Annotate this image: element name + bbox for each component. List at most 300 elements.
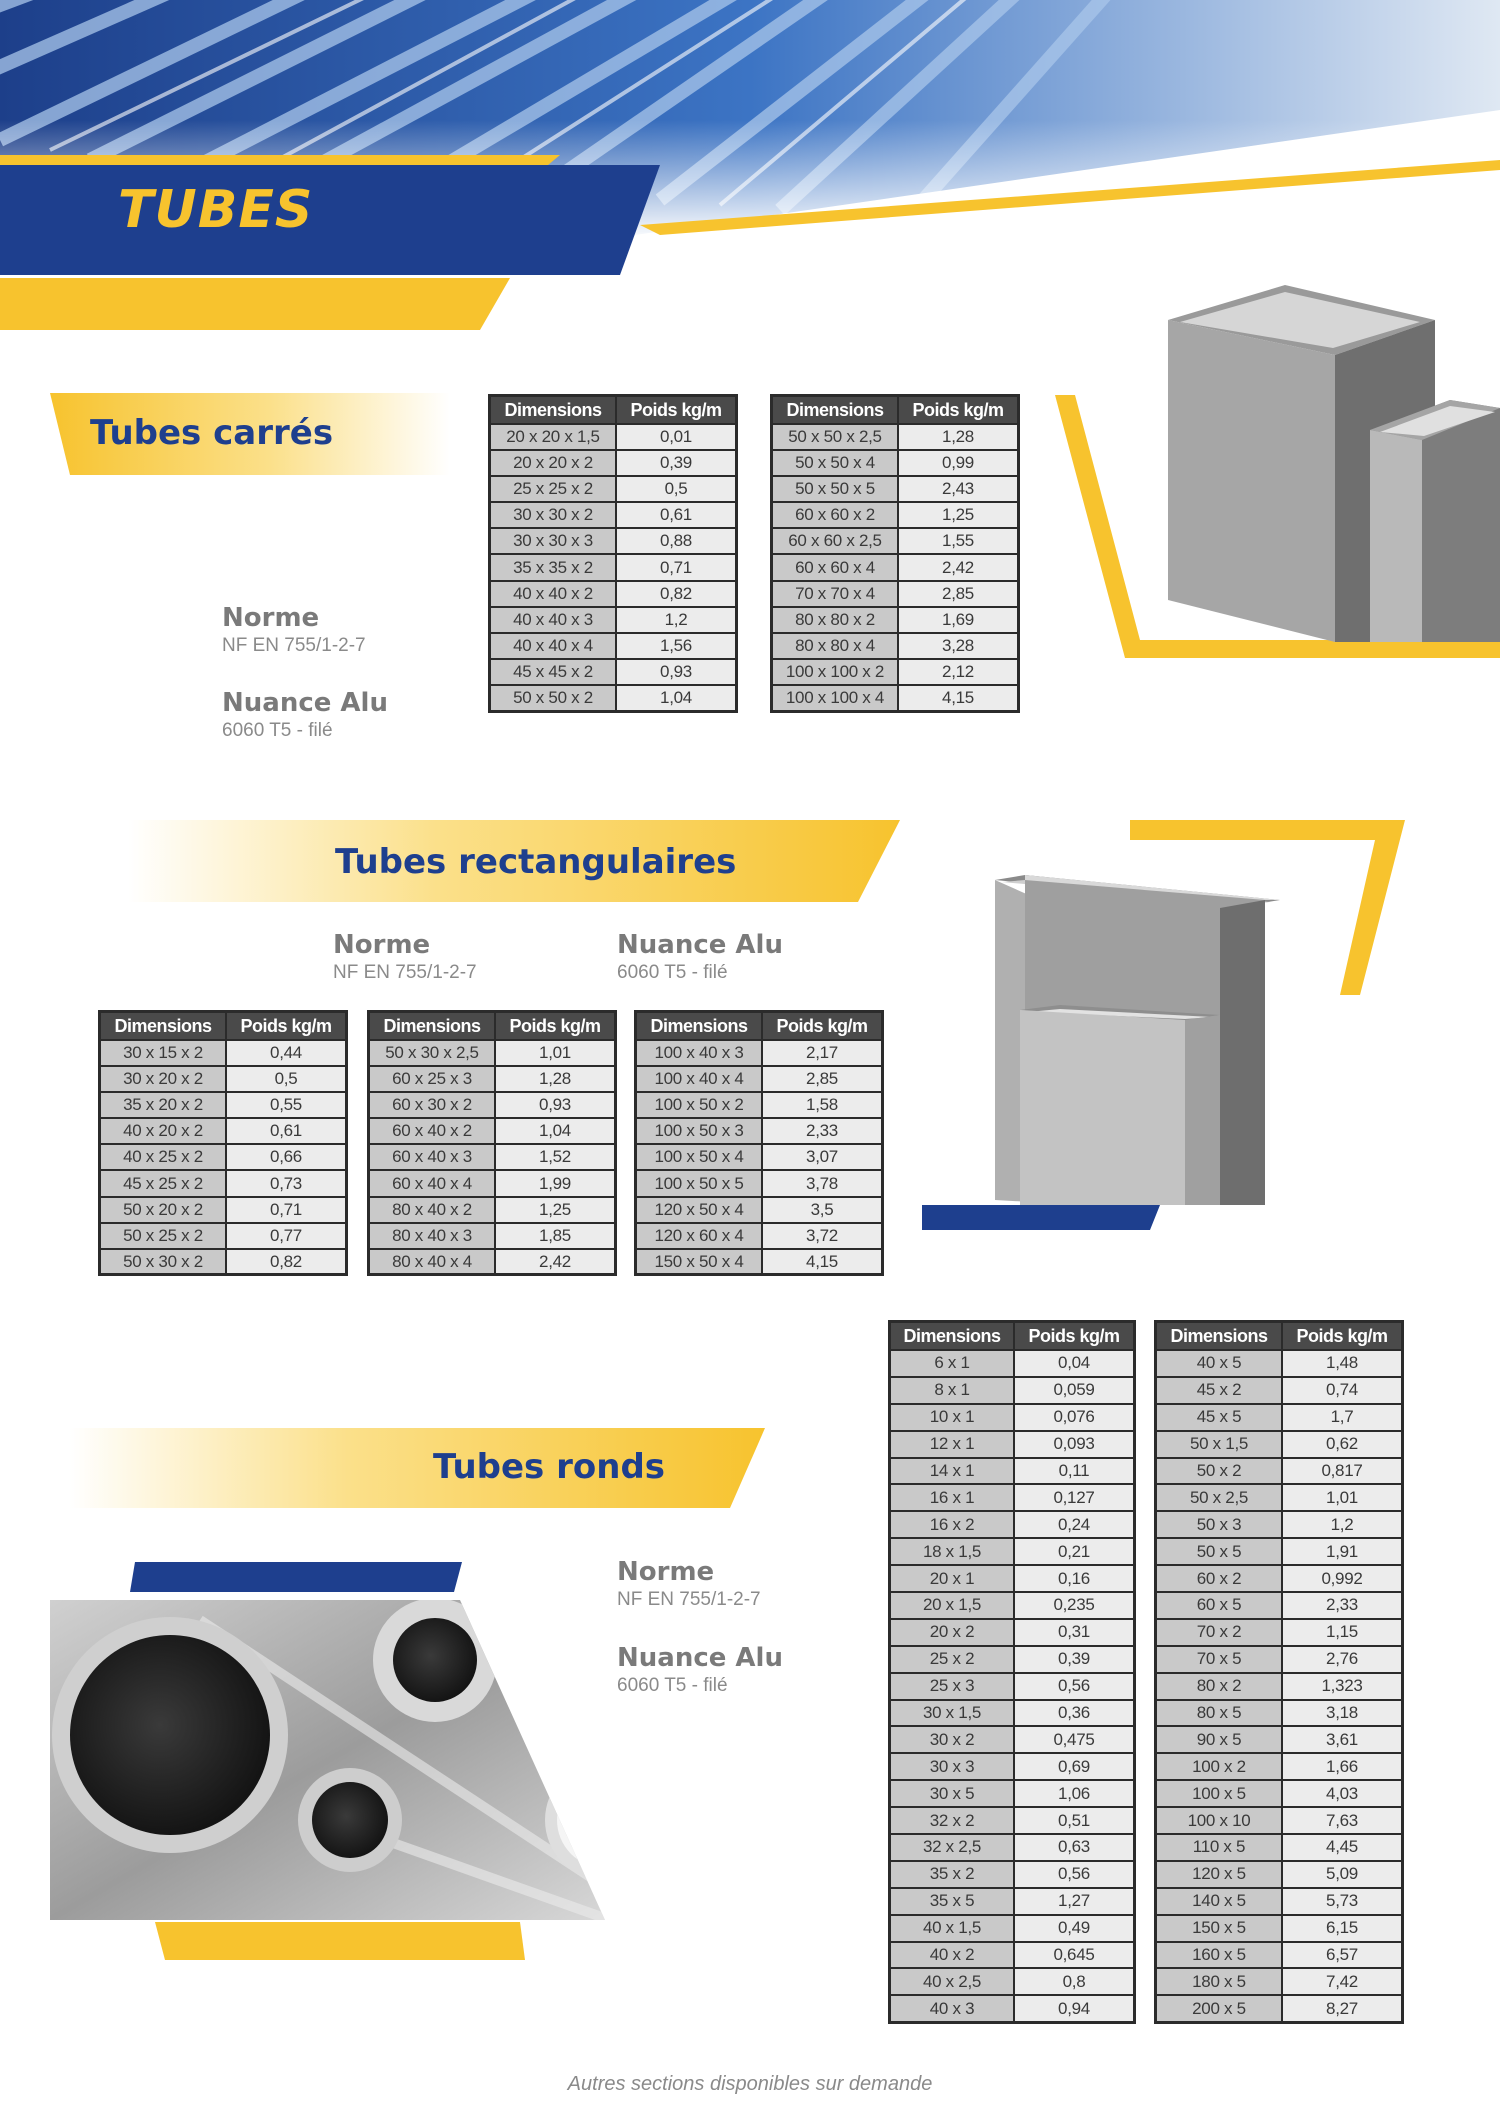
cell-weight: 0,99 [898,450,1019,476]
cell-weight: 0,74 [1282,1377,1403,1404]
cell-dimensions: 50 x 25 x 2 [100,1223,227,1249]
cell-weight: 0,61 [226,1118,347,1144]
col-header-dimensions: Dimensions [636,1012,763,1041]
cell-weight: 1,2 [1282,1511,1403,1538]
cell-dimensions: 40 x 2 [890,1942,1015,1969]
cell-weight: 0,39 [1014,1646,1135,1673]
table-row [772,633,1019,659]
cell-weight: 1,55 [898,528,1019,554]
table-row [490,581,737,607]
table-row [636,1170,883,1196]
cell-dimensions: 20 x 1 [890,1565,1015,1592]
table-row [100,1118,347,1144]
col-header-dimensions: Dimensions [490,396,617,425]
table-rect-1 [98,1010,348,1276]
cell-weight: 0,82 [616,581,737,607]
table-row [1156,1726,1403,1753]
table-row [1156,1888,1403,1915]
cell-weight: 0,5 [226,1066,347,1092]
table-row [890,1646,1135,1673]
cell-weight: 6,15 [1282,1915,1403,1942]
cell-dimensions: 60 x 40 x 4 [369,1170,496,1196]
table-row [772,659,1019,685]
cell-weight: 8,27 [1282,1995,1403,2022]
table-row [1156,1968,1403,1995]
cell-dimensions: 60 x 40 x 3 [369,1144,496,1170]
cell-dimensions: 20 x 2 [890,1619,1015,1646]
nuance-value-rect: 6060 T5 - filé [617,962,728,983]
col-header-weight: Poids kg/m [1014,1322,1135,1351]
table-row [1156,1834,1403,1861]
cell-weight: 1,04 [616,685,737,711]
table-row [890,1780,1135,1807]
cell-weight: 2,17 [762,1040,883,1066]
footnote: Autres sections disponibles sur demande [567,2073,933,2095]
table-row [636,1118,883,1144]
cell-dimensions: 18 x 1,5 [890,1538,1015,1565]
cell-weight: 0,21 [1014,1538,1135,1565]
table-row [490,424,737,450]
cell-weight: 1,06 [1014,1780,1135,1807]
table-row [890,1995,1135,2022]
cell-weight: 1,7 [1282,1404,1403,1431]
cell-dimensions: 25 x 2 [890,1646,1015,1673]
cell-dimensions: 150 x 5 [1156,1915,1283,1942]
cell-dimensions: 50 x 1,5 [1156,1431,1283,1458]
col-header-weight: Poids kg/m [1282,1322,1403,1351]
cell-dimensions: 12 x 1 [890,1431,1015,1458]
cell-dimensions: 30 x 2 [890,1726,1015,1753]
cell-weight: 1,01 [495,1040,616,1066]
cell-dimensions: 30 x 15 x 2 [100,1040,227,1066]
table-row [369,1223,616,1249]
cell-dimensions: 50 x 50 x 2 [490,685,617,711]
cell-dimensions: 30 x 20 x 2 [100,1066,227,1092]
cell-dimensions: 70 x 2 [1156,1619,1283,1646]
table-row [100,1249,347,1275]
table-row [890,1807,1135,1834]
cell-dimensions: 30 x 5 [890,1780,1015,1807]
table-row [890,1404,1135,1431]
cell-weight: 1,323 [1282,1673,1403,1700]
cell-weight: 0,235 [1014,1592,1135,1619]
cell-weight: 3,5 [762,1197,883,1223]
cell-weight: 0,36 [1014,1700,1135,1727]
table-row [490,502,737,528]
cell-weight: 0,127 [1014,1484,1135,1511]
cell-dimensions: 60 x 30 x 2 [369,1092,496,1118]
cell-dimensions: 45 x 45 x 2 [490,659,617,685]
cell-dimensions: 16 x 2 [890,1511,1015,1538]
cell-dimensions: 50 x 2 [1156,1458,1283,1485]
nuance-label-rect: Nuance Alu [617,930,783,960]
table-row [100,1092,347,1118]
table-row [1156,1700,1403,1727]
cell-weight: 3,28 [898,633,1019,659]
col-header-dimensions: Dimensions [1156,1322,1283,1351]
cell-dimensions: 100 x 40 x 3 [636,1040,763,1066]
table-row [1156,1646,1403,1673]
cell-dimensions: 50 x 3 [1156,1511,1283,1538]
table-row [772,528,1019,554]
cell-dimensions: 80 x 5 [1156,1700,1283,1727]
cell-dimensions: 32 x 2,5 [890,1834,1015,1861]
table-row [490,633,737,659]
cell-dimensions: 110 x 5 [1156,1834,1283,1861]
cell-weight: 5,73 [1282,1888,1403,1915]
cell-weight: 5,09 [1282,1861,1403,1888]
cell-weight: 0,11 [1014,1458,1135,1485]
table-row [890,1968,1135,1995]
cell-dimensions: 10 x 1 [890,1404,1015,1431]
nuance-value-ronds: 6060 T5 - filé [617,1675,728,1696]
cell-dimensions: 60 x 5 [1156,1592,1283,1619]
square-tube-image [1050,280,1500,680]
cell-weight: 0,61 [616,502,737,528]
cell-weight: 3,61 [1282,1726,1403,1753]
cell-dimensions: 140 x 5 [1156,1888,1283,1915]
table-row [1156,1861,1403,1888]
cell-dimensions: 70 x 70 x 4 [772,581,899,607]
table-row [1156,1377,1403,1404]
cell-dimensions: 30 x 1,5 [890,1700,1015,1727]
cell-weight: 1,48 [1282,1350,1403,1377]
table-row [636,1144,883,1170]
cell-weight: 2,85 [762,1066,883,1092]
cell-dimensions: 160 x 5 [1156,1942,1283,1969]
cell-dimensions: 50 x 50 x 2,5 [772,424,899,450]
table-row [1156,1565,1403,1592]
col-header-dimensions: Dimensions [100,1012,227,1041]
cell-dimensions: 200 x 5 [1156,1995,1283,2022]
table-row [772,476,1019,502]
cell-dimensions: 100 x 50 x 2 [636,1092,763,1118]
cell-weight: 0,66 [226,1144,347,1170]
table-row [890,1888,1135,1915]
cell-dimensions: 80 x 40 x 3 [369,1223,496,1249]
table-row [369,1197,616,1223]
table-row [490,476,737,502]
rect-tube-image [920,820,1410,1240]
cell-weight: 0,475 [1014,1726,1135,1753]
cell-weight: 0,992 [1282,1565,1403,1592]
table-row [1156,1807,1403,1834]
cell-dimensions: 80 x 40 x 2 [369,1197,496,1223]
cell-dimensions: 80 x 2 [1156,1673,1283,1700]
cell-weight: 0,24 [1014,1511,1135,1538]
cell-dimensions: 35 x 35 x 2 [490,554,617,580]
cell-weight: 0,71 [616,554,737,580]
cell-dimensions: 50 x 2,5 [1156,1484,1283,1511]
cell-weight: 1,99 [495,1170,616,1196]
cell-weight: 1,58 [762,1092,883,1118]
col-header-weight: Poids kg/m [226,1012,347,1041]
cell-dimensions: 16 x 1 [890,1484,1015,1511]
cell-dimensions: 70 x 5 [1156,1646,1283,1673]
table-row [890,1538,1135,1565]
table-row [1156,1538,1403,1565]
col-header-dimensions: Dimensions [890,1322,1015,1351]
cell-weight: 2,12 [898,659,1019,685]
table-row [1156,1592,1403,1619]
cell-weight: 1,28 [898,424,1019,450]
cell-dimensions: 80 x 40 x 4 [369,1249,496,1275]
table-row [369,1144,616,1170]
cell-dimensions: 20 x 20 x 1,5 [490,424,617,450]
cell-dimensions: 80 x 80 x 4 [772,633,899,659]
cell-weight: 2,43 [898,476,1019,502]
cell-weight: 0,56 [1014,1861,1135,1888]
cell-weight: 0,88 [616,528,737,554]
cell-dimensions: 60 x 2 [1156,1565,1283,1592]
cell-weight: 0,076 [1014,1404,1135,1431]
cell-dimensions: 20 x 1,5 [890,1592,1015,1619]
nuance-label-carres: Nuance Alu [222,688,388,718]
cell-weight: 2,42 [495,1249,616,1275]
table-row [890,1377,1135,1404]
table-row [1156,1619,1403,1646]
cell-dimensions: 60 x 40 x 2 [369,1118,496,1144]
norme-label-carres: Norme [222,603,320,633]
cell-weight: 1,25 [898,502,1019,528]
table-row [890,1700,1135,1727]
table-row [369,1092,616,1118]
cell-dimensions: 50 x 30 x 2 [100,1249,227,1275]
cell-dimensions: 100 x 10 [1156,1807,1283,1834]
cell-dimensions: 100 x 2 [1156,1753,1283,1780]
table-row [1156,1753,1403,1780]
table-row [100,1170,347,1196]
section-title-carres: Tubes carrés [90,413,334,453]
table-row [1156,1404,1403,1431]
norme-value-carres: NF EN 755/1-2-7 [222,635,366,656]
cell-dimensions: 180 x 5 [1156,1968,1283,1995]
cell-dimensions: 45 x 2 [1156,1377,1283,1404]
table-row [890,1834,1135,1861]
cell-weight: 0,645 [1014,1942,1135,1969]
cell-weight: 1,04 [495,1118,616,1144]
table-row [636,1223,883,1249]
cell-weight: 2,33 [762,1118,883,1144]
table-row [1156,1458,1403,1485]
table-row [1156,1942,1403,1969]
cell-dimensions: 14 x 1 [890,1458,1015,1485]
table-row [1156,1995,1403,2022]
section-title-rect: Tubes rectangulaires [335,842,737,882]
cell-weight: 0,69 [1014,1753,1135,1780]
cell-weight: 4,15 [762,1249,883,1275]
cell-dimensions: 6 x 1 [890,1350,1015,1377]
table-row [1156,1431,1403,1458]
table-row [890,1861,1135,1888]
cell-weight: 0,49 [1014,1915,1135,1942]
cell-dimensions: 40 x 3 [890,1995,1015,2022]
col-header-weight: Poids kg/m [495,1012,616,1041]
cell-weight: 0,31 [1014,1619,1135,1646]
cell-dimensions: 20 x 20 x 2 [490,450,617,476]
cell-dimensions: 60 x 60 x 2,5 [772,528,899,554]
table-row [369,1040,616,1066]
table-row [369,1066,616,1092]
table-row [772,685,1019,711]
table-rect-2 [367,1010,617,1276]
cell-weight: 4,45 [1282,1834,1403,1861]
cell-dimensions: 40 x 5 [1156,1350,1283,1377]
table-row [490,450,737,476]
cell-dimensions: 100 x 50 x 3 [636,1118,763,1144]
cell-weight: 3,07 [762,1144,883,1170]
table-row [490,659,737,685]
table-row [1156,1511,1403,1538]
cell-weight: 0,5 [616,476,737,502]
table-row [890,1942,1135,1969]
cell-dimensions: 100 x 50 x 4 [636,1144,763,1170]
cell-weight: 0,93 [495,1092,616,1118]
nuance-label-ronds: Nuance Alu [617,1643,783,1673]
table-row [772,424,1019,450]
table-row [772,581,1019,607]
table-row [890,1458,1135,1485]
cell-dimensions: 50 x 50 x 4 [772,450,899,476]
cell-dimensions: 40 x 2,5 [890,1968,1015,1995]
norme-value-ronds: NF EN 755/1-2-7 [617,1589,761,1610]
cell-dimensions: 60 x 25 x 3 [369,1066,496,1092]
table-row [100,1144,347,1170]
cell-weight: 1,2 [616,607,737,633]
table-row [1156,1780,1403,1807]
col-header-dimensions: Dimensions [772,396,899,425]
table-row [100,1040,347,1066]
cell-weight: 0,04 [1014,1350,1135,1377]
cell-dimensions: 40 x 1,5 [890,1915,1015,1942]
cell-dimensions: 30 x 3 [890,1753,1015,1780]
cell-dimensions: 25 x 3 [890,1673,1015,1700]
page-title: TUBES [118,180,314,240]
table-row [890,1753,1135,1780]
cell-dimensions: 50 x 20 x 2 [100,1197,227,1223]
table-row [890,1565,1135,1592]
cell-dimensions: 80 x 80 x 2 [772,607,899,633]
table-row [490,528,737,554]
cell-weight: 1,69 [898,607,1019,633]
table-rect-3 [634,1010,884,1276]
cell-dimensions: 45 x 5 [1156,1404,1283,1431]
table-ronds-2 [1154,1320,1404,2024]
table-row [490,554,737,580]
cell-weight: 0,817 [1282,1458,1403,1485]
cell-weight: 2,76 [1282,1646,1403,1673]
cell-dimensions: 120 x 50 x 4 [636,1197,763,1223]
cell-dimensions: 8 x 1 [890,1377,1015,1404]
cell-weight: 2,33 [1282,1592,1403,1619]
cell-weight: 1,91 [1282,1538,1403,1565]
cell-dimensions: 30 x 30 x 3 [490,528,617,554]
cell-weight: 0,8 [1014,1968,1135,1995]
col-header-dimensions: Dimensions [369,1012,496,1041]
cell-weight: 0,093 [1014,1431,1135,1458]
cell-dimensions: 100 x 100 x 4 [772,685,899,711]
table-row [636,1197,883,1223]
cell-weight: 7,63 [1282,1807,1403,1834]
cell-dimensions: 50 x 5 [1156,1538,1283,1565]
table-row [890,1915,1135,1942]
cell-dimensions: 32 x 2 [890,1807,1015,1834]
section-title-ronds: Tubes ronds [433,1447,666,1487]
cell-dimensions: 120 x 60 x 4 [636,1223,763,1249]
table-row [1156,1484,1403,1511]
cell-dimensions: 35 x 2 [890,1861,1015,1888]
norme-label-ronds: Norme [617,1557,715,1587]
cell-dimensions: 100 x 50 x 5 [636,1170,763,1196]
cell-weight: 1,52 [495,1144,616,1170]
cell-weight: 0,55 [226,1092,347,1118]
cell-dimensions: 25 x 25 x 2 [490,476,617,502]
cell-weight: 0,56 [1014,1673,1135,1700]
table-row [890,1726,1135,1753]
cell-dimensions: 60 x 60 x 2 [772,502,899,528]
table-ronds-1 [888,1320,1136,2024]
round-tube-image [50,1560,610,1970]
table-row [100,1223,347,1249]
table-row [636,1066,883,1092]
cell-weight: 1,27 [1014,1888,1135,1915]
cell-dimensions: 40 x 40 x 4 [490,633,617,659]
table-row [1156,1350,1403,1377]
table-row [890,1592,1135,1619]
cell-dimensions: 30 x 30 x 2 [490,502,617,528]
cell-weight: 0,01 [616,424,737,450]
cell-weight: 0,93 [616,659,737,685]
cell-dimensions: 120 x 5 [1156,1861,1283,1888]
cell-weight: 4,03 [1282,1780,1403,1807]
table-row [1156,1915,1403,1942]
table-row [890,1484,1135,1511]
cell-weight: 1,15 [1282,1619,1403,1646]
table-row [100,1066,347,1092]
cell-weight: 0,94 [1014,1995,1135,2022]
table-row [890,1673,1135,1700]
cell-dimensions: 40 x 40 x 3 [490,607,617,633]
cell-dimensions: 60 x 60 x 4 [772,554,899,580]
cell-weight: 2,42 [898,554,1019,580]
norme-value-rect: NF EN 755/1-2-7 [333,962,477,983]
cell-weight: 1,28 [495,1066,616,1092]
col-header-weight: Poids kg/m [762,1012,883,1041]
col-header-weight: Poids kg/m [898,396,1019,425]
table-row [369,1249,616,1275]
cell-weight: 0,44 [226,1040,347,1066]
table-row [369,1118,616,1144]
norme-label-rect: Norme [333,930,431,960]
table-row [772,607,1019,633]
table-row [636,1040,883,1066]
cell-weight: 1,01 [1282,1484,1403,1511]
cell-dimensions: 45 x 25 x 2 [100,1170,227,1196]
table-row [890,1619,1135,1646]
cell-weight: 3,72 [762,1223,883,1249]
table-row [890,1350,1135,1377]
table-row [636,1249,883,1275]
table-carres-1 [488,394,738,713]
cell-dimensions: 35 x 20 x 2 [100,1092,227,1118]
table-row [490,607,737,633]
cell-weight: 0,62 [1282,1431,1403,1458]
cell-weight: 6,57 [1282,1942,1403,1969]
cell-weight: 1,66 [1282,1753,1403,1780]
table-row [890,1511,1135,1538]
table-row [890,1431,1135,1458]
cell-weight: 0,16 [1014,1565,1135,1592]
